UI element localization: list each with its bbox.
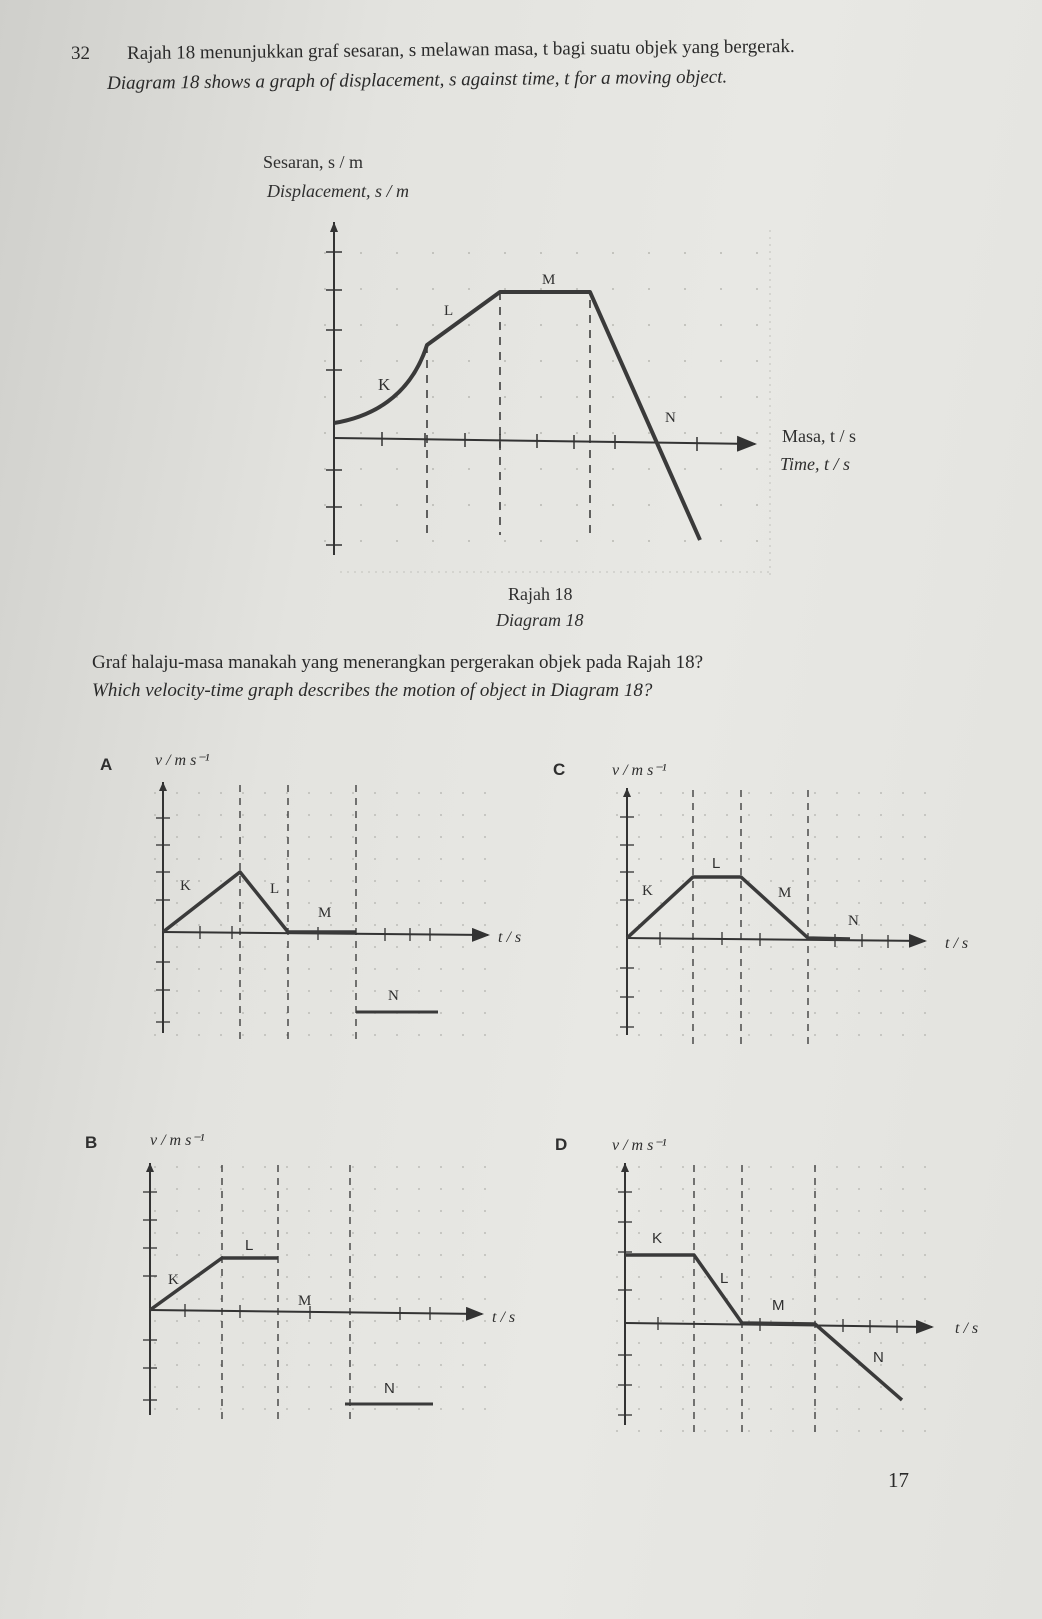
option-B-x-axis-title: t / s [492,1309,516,1326]
diagram-caption-english: Diagram 18 [496,610,584,630]
option-A-label-N: N [388,988,399,1004]
option-D-label-K: K [652,1230,663,1247]
option-B-label-L: L [245,1237,254,1254]
y-axis-title-english: Displacement, s / m [267,181,409,201]
segment-label-L: L [444,303,454,319]
question-number: 32 [71,43,90,64]
question-stem-english: Diagram 18 shows a graph of displacement, s against time, t for a moving object. [107,66,728,94]
option-C-x-axis-title: t / s [945,935,969,952]
option-C-label-L: L [712,855,721,872]
question-stem-malay: Rajah 18 menunjukkan graf sesaran, s melawan masa, t bagi suatu objek yang bergerak. [127,36,795,64]
option-A-label-M: M [318,905,332,921]
option-C-label-M: M [778,885,792,901]
option-A-y-axis-title: v / m s⁻¹ [155,752,210,769]
y-axis-title-malay: Sesaran, s / m [263,152,363,172]
option-D-label-L: L [720,1270,729,1287]
page-number: 17 [888,1468,909,1492]
x-axis-title-malay: Masa, t / s [782,426,856,446]
segment-label-K: K [378,375,391,394]
diagram-caption-malay: Rajah 18 [508,584,573,604]
option-B-label-N: N [384,1380,395,1397]
option-C-y-axis-title: v / m s⁻¹ [612,762,667,779]
question-ask-english: Which velocity-time graph describes the motion of object in Diagram 18? [92,680,653,701]
option-B-y-axis-title: v / m s⁻¹ [150,1132,205,1149]
option-D-letter[interactable]: D [555,1135,568,1154]
option-A-graph[interactable] [100,752,521,1045]
option-B-label-K: K [168,1272,179,1288]
segment-label-N: N [665,410,676,426]
option-B-letter[interactable]: B [85,1133,98,1152]
option-D-label-N: N [873,1349,884,1366]
segment-label-M: M [542,272,556,288]
option-D-y-axis-title: v / m s⁻¹ [612,1137,667,1154]
option-A-label-L: L [270,881,280,897]
option-A-x-axis-title: t / s [498,929,522,946]
question-ask-malay: Graf halaju-masa manakah yang menerangkan pergerakan objek pada Rajah 18? [92,652,704,673]
option-C-letter[interactable]: C [553,760,566,779]
option-B-label-M: M [298,1293,312,1309]
option-C-label-K: K [642,883,653,899]
option-C-graph[interactable] [553,760,968,1050]
x-axis-title-english: Time, t / s [780,454,851,474]
option-A-letter[interactable]: A [100,755,113,774]
option-B-graph[interactable] [85,1132,515,1425]
option-A-label-K: K [180,878,191,894]
option-D-graph[interactable] [555,1135,978,1435]
option-D-label-M: M [772,1297,785,1314]
option-C-label-N: N [848,913,859,929]
option-D-x-axis-title: t / s [955,1320,979,1337]
